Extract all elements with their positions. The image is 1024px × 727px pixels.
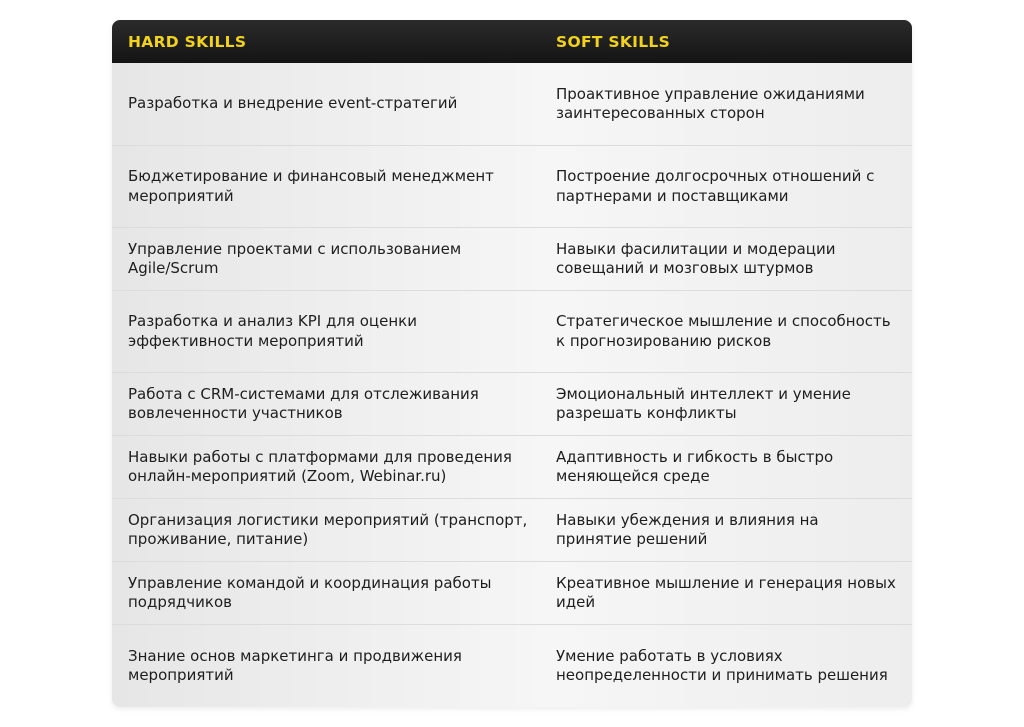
hard-skill-cell: Разработка и внедрение event-стратегий	[128, 94, 458, 113]
soft-skill-cell: Стратегическое мышление и способность к прогнозированию рисков	[556, 312, 891, 350]
hard-skill-cell: Разработка и анализ KPI для оценки эффективности мероприятий	[128, 312, 417, 350]
hard-skill-cell: Организация логистики мероприятий (транспорт, проживание, питание)	[128, 510, 528, 548]
table-row	[112, 373, 912, 436]
header-soft-skills: SOFT SKILLS	[556, 32, 671, 51]
soft-skill-cell: Построение долгосрочных отношений с партнерами и поставщиками	[556, 167, 875, 205]
soft-skill-cell: Навыки фасилитации и модерации совещаний и мозговых штурмов	[556, 239, 836, 277]
skills-table	[112, 20, 912, 707]
table-row	[112, 291, 912, 373]
table-row	[112, 499, 912, 562]
hard-skill-cell: Управление командой и координация работы подрядчиков	[128, 573, 492, 611]
hard-skill-cell: Управление проектами с использованием Agile/Scrum	[128, 239, 462, 277]
table-row	[112, 562, 912, 625]
hard-skill-cell: Работа с CRM-системами для отслеживания вовлеченности участников	[128, 384, 479, 422]
table-header	[112, 20, 912, 63]
soft-skill-cell: Адаптивность и гибкость в быстро меняющейся среде	[556, 447, 834, 485]
header-hard-skills: HARD SKILLS	[128, 32, 247, 51]
table-row	[112, 63, 912, 146]
table-row	[112, 625, 912, 707]
table-row	[112, 228, 912, 291]
soft-skill-cell: Эмоциональный интеллект и умение разрешать конфликты	[556, 384, 851, 422]
hard-skill-cell: Навыки работы с платформами для проведения онлайн-мероприятий (Zoom, Webinar.ru)	[128, 447, 512, 485]
hard-skill-cell: Бюджетирование и финансовый менеджмент мероприятий	[128, 167, 494, 205]
soft-skill-cell: Креативное мышление и генерация новых идей	[556, 573, 896, 611]
table-row	[112, 436, 912, 499]
hard-skill-cell: Знание основ маркетинга и продвижения мероприятий	[128, 646, 462, 684]
soft-skill-cell: Умение работать в условиях неопределенности и принимать решения	[556, 646, 888, 684]
soft-skill-cell: Навыки убеждения и влияния на принятие решений	[556, 510, 819, 548]
soft-skill-cell: Проактивное управление ожиданиями заинтересованных сторон	[556, 84, 865, 122]
table-row	[112, 146, 912, 228]
